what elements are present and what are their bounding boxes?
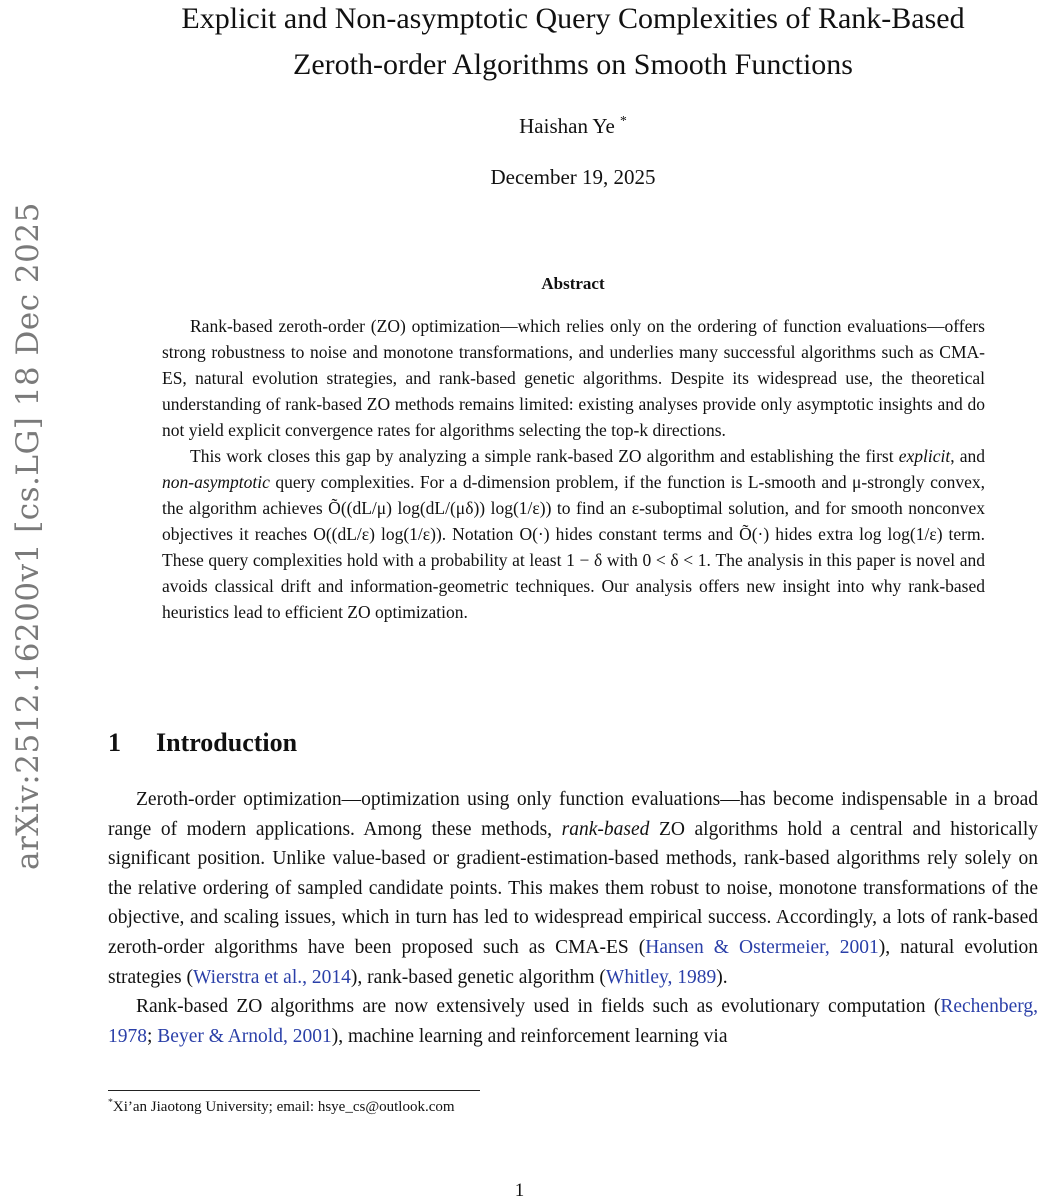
- intro-paragraph-2: Rank-based ZO algorithms are now extensively used in fields such as evolutionary computation (Rechenberg, 1978; Beyer & Arnold, 2001), machine learning and reinforcement learning via: [108, 996, 1038, 1047]
- abstract-heading: Abstract: [541, 274, 605, 293]
- abstract-p2-text: , and: [950, 446, 985, 466]
- intro-paragraph-1: [108, 785, 1038, 992]
- title-line-2: Zeroth-order Algorithms on Smooth Functions: [293, 48, 853, 81]
- citation-link-rechenberg[interactable]: Rechenberg, 1978: [108, 996, 1038, 1047]
- citation-link-beyer[interactable]: Beyer & Arnold, 2001: [157, 1025, 332, 1047]
- page-number: 1: [514, 1180, 525, 1201]
- emphasis-non-asymptotic: non-asymptotic: [162, 472, 270, 492]
- citation-link-hansen[interactable]: Hansen & Ostermeier, 2001: [645, 936, 879, 958]
- author-line: [108, 113, 1038, 139]
- citation-year: 1989: [677, 966, 717, 988]
- intro-text: ZO algorithms hold a central and historically significant position. Unlike value-based or gradient-estimation-based methods, rank-based algorithms rely solely on the relative ordering of sampled candidate points. This makes them robust to noise, monotone transformations of the objective, and scaling issues, which in turn has led to widespread empirical success. Accordingly, a lots of rank-based zeroth-order algorithms have been proposed such as CMA-ES (: [108, 818, 1038, 958]
- abstract-paragraph-1: Rank-based zeroth-order (ZO) optimization—which relies only on the ordering of function evaluations—offers strong robustness to noise and monotone transformations, and underlies many successful algorithms such as CMA-ES, natural evolution strategies, and rank-based genetic algorithms. Despite its widespread use, the theoretical understanding of rank-based ZO methods remains limited: existing analyses provide only asymptotic insights and do not yield explicit convergence rates for algorithms selecting the top-k directions.: [162, 316, 985, 440]
- paper-date: December 19, 2025: [490, 165, 656, 189]
- citation-authors: Hansen & Ostermeier: [645, 936, 825, 958]
- citation-authors: Beyer & Arnold: [157, 1025, 283, 1047]
- author-name: Haishan Ye: [519, 114, 615, 138]
- citation-year: 1978: [108, 1025, 147, 1047]
- emphasis-explicit: explicit: [898, 446, 951, 466]
- footnote-mark: *: [108, 1097, 113, 1108]
- abstract-paragraph-2: [162, 443, 985, 625]
- abstract-p2-text: This work closes this gap by analyzing a simple rank-based ZO algorithm and establishing the first: [190, 446, 899, 466]
- footnote-divider: [108, 1090, 480, 1091]
- arxiv-identifier-stamp: arXiv:2512.16200v1 [cs.LG] 18 Dec 2025: [10, 202, 46, 870]
- intro-text: Rank-based ZO algorithms are now extensively used in fields such as evolutionary computation (: [136, 996, 941, 1018]
- section-number: 1: [108, 728, 121, 757]
- section-heading-introduction: [108, 728, 297, 758]
- title-line-1: Explicit and Non-asymptotic Query Complexities of Rank-Based: [181, 2, 965, 35]
- citation-link-whitley[interactable]: Whitley, 1989: [605, 966, 717, 988]
- citation-link-wierstra[interactable]: Wierstra et al., 2014: [193, 966, 351, 988]
- emphasis-rank-based: rank-based: [561, 818, 650, 840]
- intro-text: ), rank-based genetic algorithm (: [350, 966, 606, 988]
- intro-text: ), natural evolution strategies (: [108, 936, 1039, 988]
- citation-authors: Rechenberg: [940, 996, 1034, 1018]
- paper-title: [108, 0, 1038, 88]
- citation-year: 2014: [311, 966, 351, 988]
- section-title: Introduction: [156, 728, 298, 757]
- abstract-p2-text: query complexities. For a d-dimension problem, if the function is L-smooth and μ-strongly convex, the algorithm achieves Õ((dL/μ) log(dL/(μδ)) log(1/ε)) to find an ε-suboptimal solution, and for smooth nonconvex objectives it reaches O((dL/ε) log(1/ε)). Notation O(·) hides constant terms and Õ(·) hides extra log log(1/ε) term. These query complexities hold with a probability at least 1 − δ with 0 < δ < 1. The analysis in this paper is novel and avoids classical drift and information-geometric techniques. Our analysis offers new insight into why rank-based heuristics lead to efficient ZO optimization.: [162, 472, 985, 622]
- citation-year: 2001: [292, 1025, 332, 1047]
- author-footnote-mark: *: [620, 113, 627, 128]
- footnote: [108, 1097, 455, 1116]
- citation-authors: Whitley: [605, 966, 668, 988]
- citation-year: 2001: [839, 936, 879, 958]
- introduction-body: [108, 785, 1038, 1051]
- footnote-text: Xi’an Jiaotong University; email: hsye_cs@outlook.com: [112, 1099, 455, 1115]
- intro-text: ), machine learning and reinforcement learning via: [331, 1025, 728, 1047]
- abstract-body: [162, 313, 985, 625]
- intro-text: Zeroth-order optimization—optimization using only function evaluations—has become indispensable in a broad range of modern applications. Among these methods,: [108, 789, 1038, 840]
- citation-authors: Wierstra et al.: [193, 966, 303, 988]
- intro-text: ).: [716, 966, 728, 988]
